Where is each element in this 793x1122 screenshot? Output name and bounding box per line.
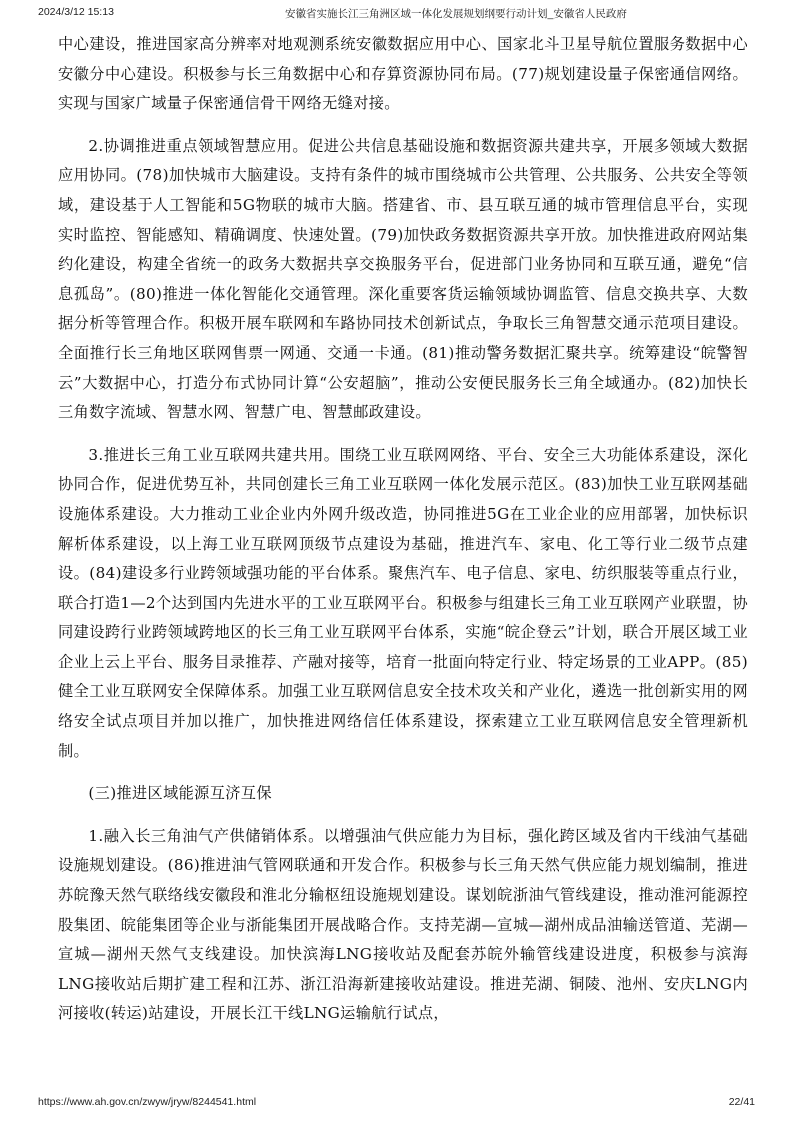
article-body — [58, 30, 748, 1029]
print-header — [38, 6, 755, 22]
section-heading-energy: (三)推进区域能源互济互保 — [88, 784, 272, 803]
paragraph-smart-applications: 2.协调推进重点领域智慧应用。促进公共信息基础设施和数据资源共建共享，开展多领域大数据应用协同。(78)加快城市大脑建设。支持有条件的城市围绕城市公共管理、公共服务、公共安全等领域，建设基于人工智能和5G物联的城市大脑。搭建省、市、县互联互通的城市管理信息平台，实现实时监控、智能感知、精确调度、快速处置。(79)加快政务数据资源共享开放。加快推进政府网站集约化建设，构建全省统一的政务大数据共享交换服务平台，促进部门业务协同和互联互通，避免“信息孤岛”。(80)推进一体化智能化交通管理。深化重要客货运输领域协调监管、信息交换共享、大数据分析等管理合作。积极开展车联网和车路协同技术创新试点，争取长三角智慧交通示范项目建设。全面推行长三角地区联网售票一网通、交通一卡通。(81)推动警务数据汇聚共享。统筹建设“皖警智云”大数据中心，打造分布式协同计算“公安超脑”，推动公安便民服务长三角全域通办。(82)加快长三角数字流域、智慧水网、智慧广电、智慧邮政建设。 — [58, 136, 748, 422]
source-url: https://www.ah.gov.cn/zwyw/jryw/8244541.html — [38, 1096, 257, 1108]
page-number: 22/41 — [728, 1096, 755, 1108]
print-page-title: 安徽省实施长江三角洲区域一体化发展规划纲要行动计划_安徽省人民政府 — [285, 8, 627, 20]
print-footer — [38, 1096, 755, 1112]
paragraph-industrial-internet: 3.推进长三角工业互联网共建共用。围绕工业互联网网络、平台、安全三大功能体系建设，深化协同合作，促进优势互补，共同创建长三角工业互联网一体化发展示范区。(83)加快工业互联网基础设施体系建设。大力推动工业企业内外网升级改造，协同推进5G在工业企业的应用部署，加快标识解析体系建设，以上海工业互联网顶级节点建设为基础，推进汽车、家电、化工等行业二级节点建设。(84)建设多行业跨领域强功能的平台体系。聚焦汽车、电子信息、家电、纺织服装等重点行业，联合打造1—2个达到国内先进水平的工业互联网平台。积极参与组建长三角工业互联网产业联盟，协同建设跨行业跨领域跨地区的长三角工业互联网平台体系，实施“皖企登云”计划，联合开展区域工业企业上云上平台、服务目录推荐、产融对接等，培育一批面向特定行业、特定场景的工业APP。(85)健全工业互联网安全保障体系。加强工业互联网信息安全技术攻关和产业化，遴选一批创新实用的网络安全试点项目并加以推广，加快推进网络信任体系建设，探索建立工业互联网信息安全管理新机制。 — [58, 445, 748, 760]
paragraph-continued: 中心建设，推进国家高分辨率对地观测系统安徽数据应用中心、国家北斗卫星导航位置服务数据中心安徽分中心建设。积极参与长三角数据中心和存算资源协同布局。(77)规划建设量子保密通信网络。实现与国家广域量子保密通信骨干网络无缝对接。 — [58, 35, 748, 113]
print-datetime: 2024/3/12 15:13 — [38, 6, 114, 18]
paragraph-oil-gas: 1.融入长三角油气产供储销体系。以增强油气供应能力为目标，强化跨区域及省内干线油气基础设施规划建设。(86)推进油气管网联通和开发合作。积极参与长三角天然气供应能力规划编制，推进苏皖豫天然气联络线安徽段和淮北分输枢纽设施规划建设。谋划皖浙油气管线建设，推动淮河能源控股集团、皖能集团等企业与浙能集团开展战略合作。支持芜湖—宣城—湖州成品油输送管道、芜湖—宣城—湖州天然气支线建设。加快滨海LNG接收站及配套苏皖外输管线建设进度，积极参与滨海LNG接收站后期扩建工程和江苏、浙江沿海新建接收站建设。推进芜湖、铜陵、池州、安庆LNG内河接收(转运)站建设，开展长江干线LNG运输航行试点， — [58, 826, 748, 1023]
